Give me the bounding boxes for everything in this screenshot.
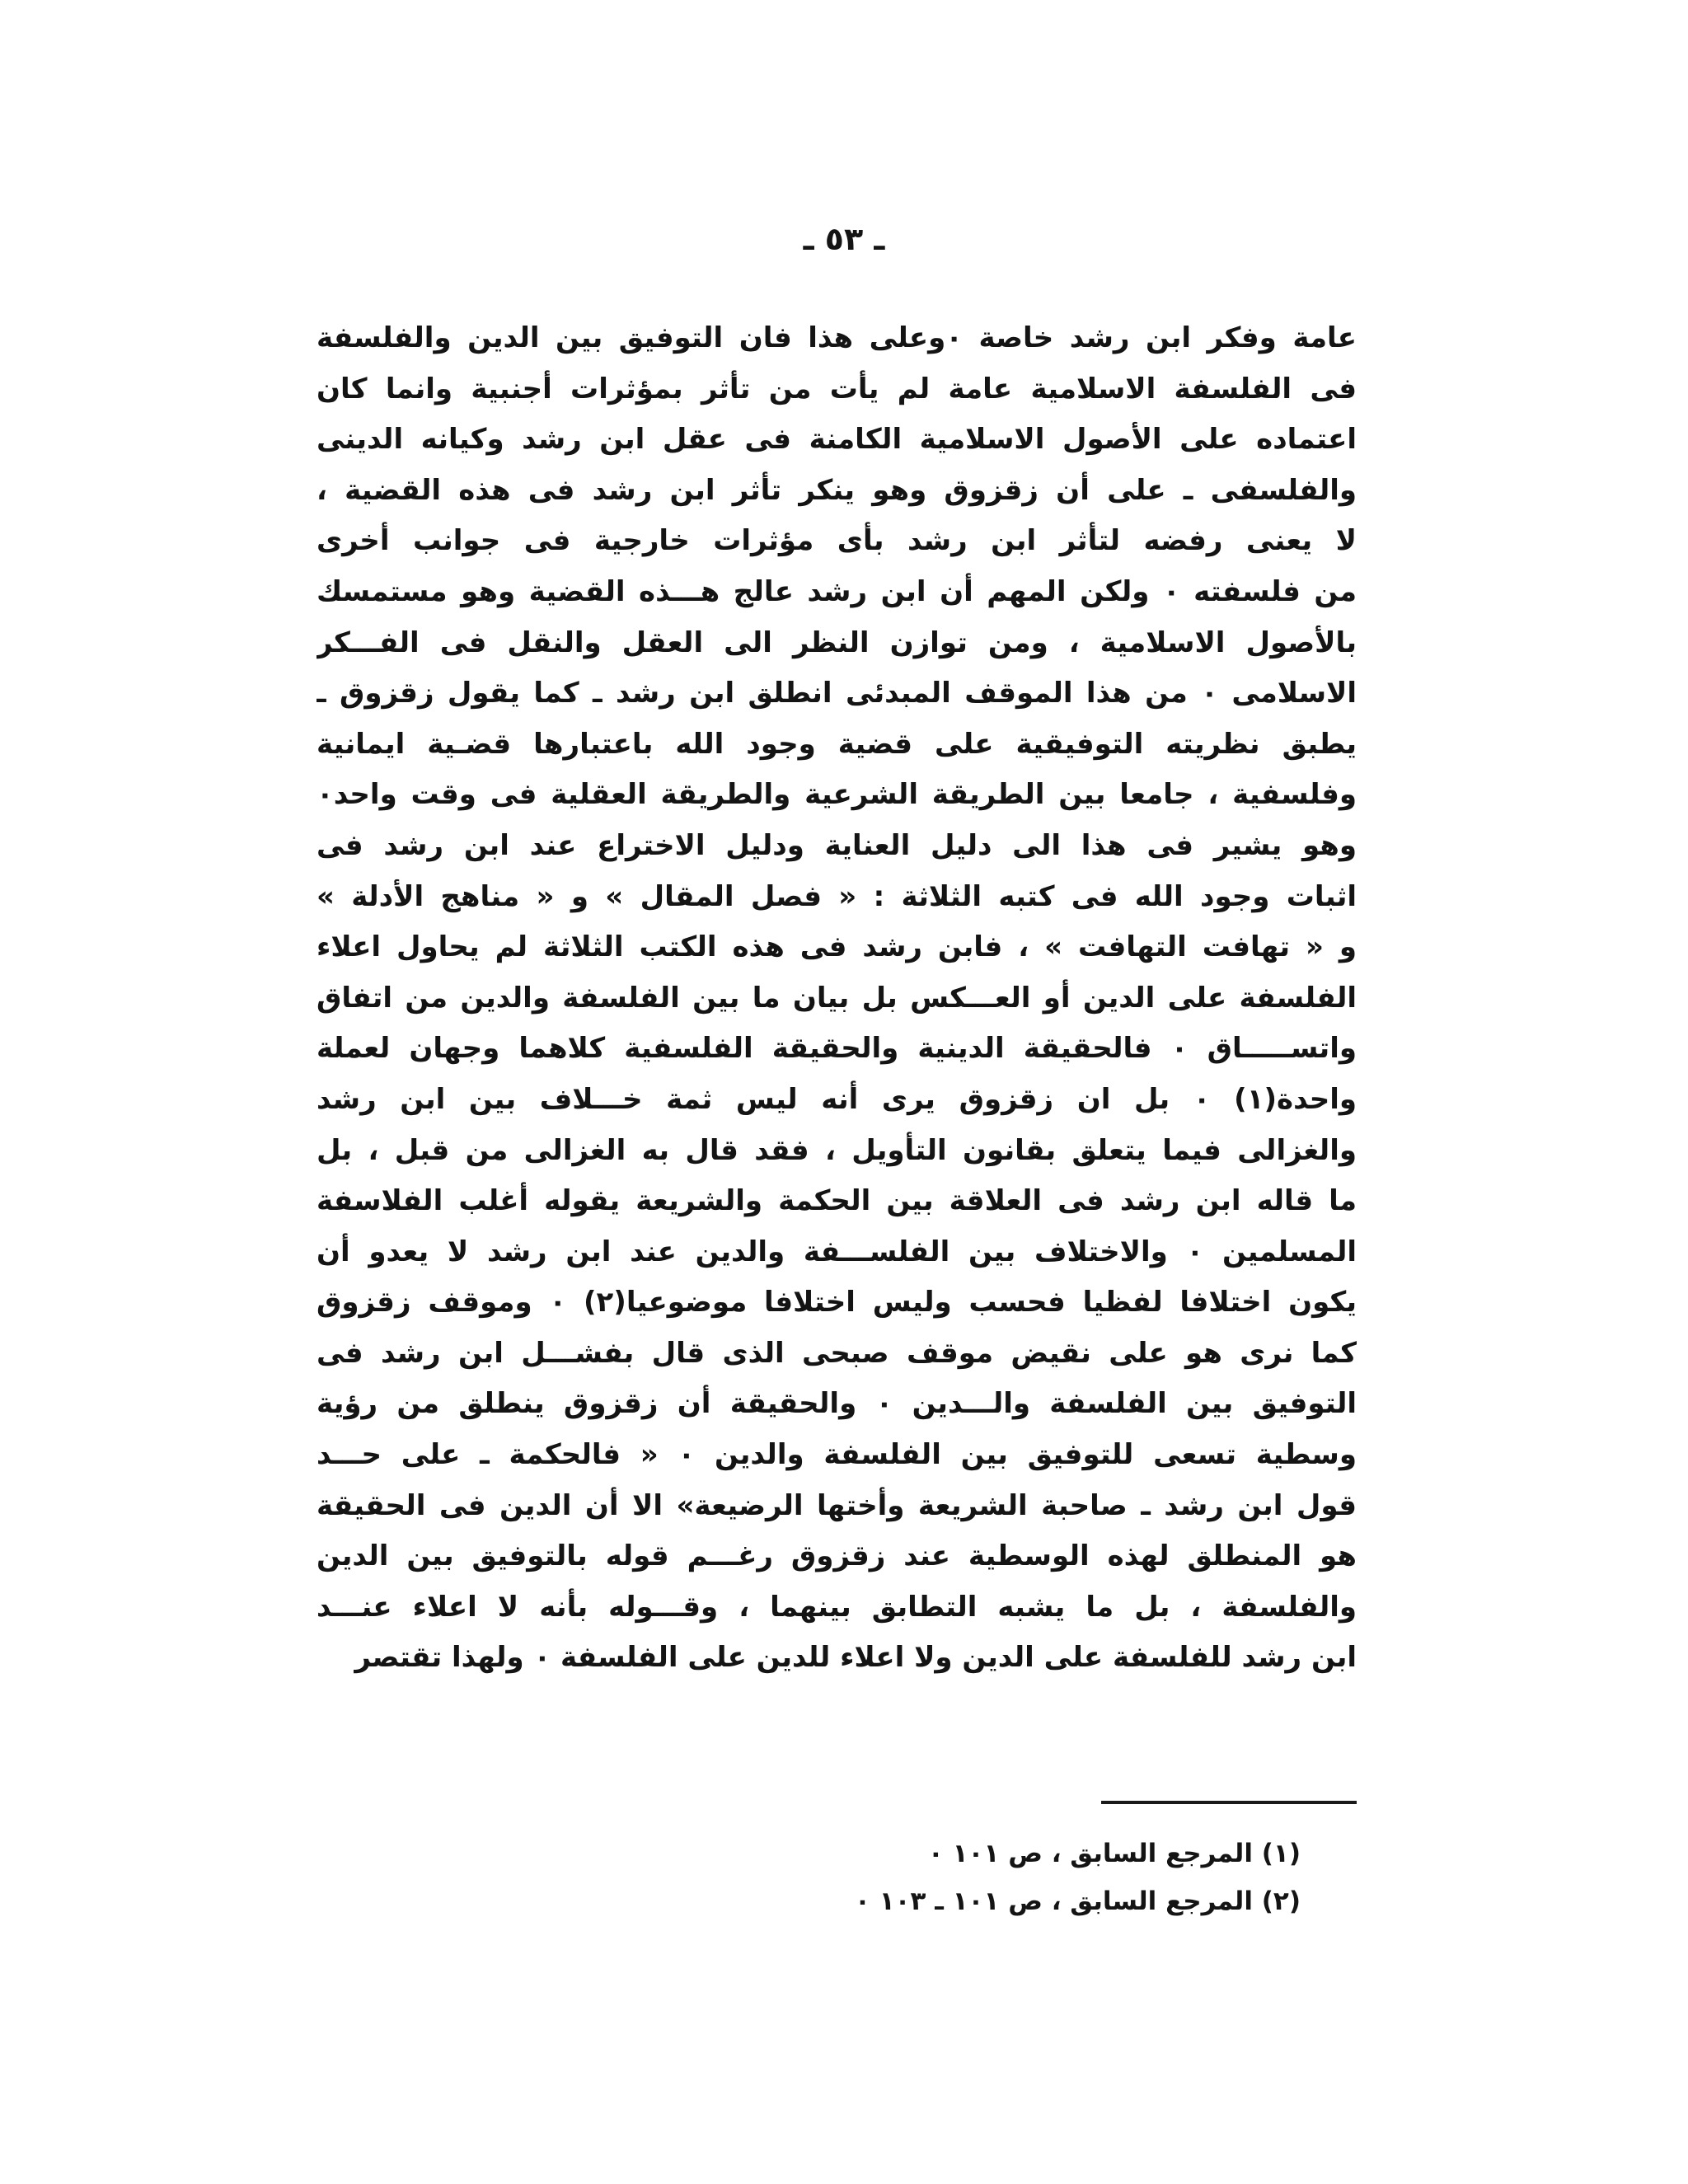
body-line: بالأصول الاسلامية ، ومن توازن النظر الى العقل والنقل فى الفـــكر (316, 626, 1357, 659)
body-line: و « تهافت التهافت » ، فابن رشد فى هذه الكتب الثلاثة لم يحاول اعلاء (316, 930, 1357, 964)
body-line: المسلمين ٠ والاختلاف بين الفلســـفة والدين عند ابن رشد لا يعدو أن (316, 1235, 1357, 1268)
body-line: وفلسفية ، جامعا بين الطريقة الشرعية والطريقة العقلية فى وقت واحد٠ (316, 778, 1357, 812)
body-line: يكون اختلافا لفظيا فحسب وليس اختلافا موضوعيا(٢) ٠ وموقف زقزوق (316, 1286, 1357, 1319)
body-line: وسطية تسعى للتوفيق بين الفلسفة والدين ٠ « فالحكمة ـ على حـــد (316, 1438, 1357, 1472)
body-line: هو المنطلق لهذه الوسطية عند زقزوق رغـــم قوله بالتوفيق بين الدين (316, 1540, 1357, 1573)
body-line: اعتماده على الأصول الاسلامية الكامنة فى عقل ابن رشد وكيانه الدينى (316, 423, 1357, 457)
footnote: (١) المرجع السابق ، ص ١٠١ ٠ (927, 1839, 1301, 1868)
body-line: والفلسفى ـ على أن زقزوق وهو ينكر تأثر ابن رشد فى هذه القضية ، (316, 473, 1357, 507)
body-line: عامة وفكر ابن رشد خاصة ٠وعلى هذا فان التوفيق بين الدين والفلسفة (316, 321, 1357, 354)
page-number: ـ ٥٣ ـ (803, 221, 885, 257)
body-line: الفلسفة على الدين أو العـــكس بل بيان ما بين الفلسفة والدين من اتفاق (316, 981, 1357, 1015)
body-line: فى الفلسفة الاسلامية عامة لم يأت من تأثر بمؤثرات أجنبية وانما كان (316, 372, 1357, 405)
body-line: واتســـــاق ٠ فالحقيقة الدينية والحقيقة الفلسفية كلاهما وجهان لعملة (316, 1032, 1357, 1066)
body-line: كما نرى هو على نقيض موقف صبحى الذى قال بفشـــل ابن رشد فى (316, 1336, 1357, 1370)
body-line: التوفيق بين الفلسفة والـــدين ٠ والحقيقة أن زقزوق ينطلق من رؤية (316, 1387, 1357, 1421)
body-line: قول ابن رشد ـ صاحبة الشريعة وأختها الرضيعة» الا أن الدين فى الحقيقة (316, 1488, 1357, 1522)
body-line: من فلسفته ٠ ولكن المهم أن ابن رشد عالج هـــذه القضية وهو مستمسك (316, 574, 1357, 608)
footnote: (٢) المرجع السابق ، ص ١٠١ ـ ١٠٣ ٠ (854, 1886, 1301, 1916)
body-text (316, 313, 1357, 1684)
body-line: يطبق نظريته التوفيقية على قضية وجود الله باعتبارها قضـية ايمانية (316, 727, 1357, 761)
body-line: الاسلامى ٠ من هذا الموقف المبدئى انطلق ابن رشد ـ كما يقول زقزوق ـ (316, 677, 1357, 710)
body-line: وهو يشير فى هذا الى دليل العناية ودليل الاختراع عند ابن رشد فى (316, 828, 1357, 862)
body-line: اثبات وجود الله فى كتبه الثلاثة : « فصل المقال » و « مناهج الأدلة » (316, 879, 1357, 913)
body-line: لا يعنى رفضه لتأثر ابن رشد بأى مؤثرات خارجية فى جوانب أخرى (316, 524, 1357, 558)
body-line: والفلسفة ، بل ما يشبه التطابق بينهما ، وقـــوله بأنه لا اعلاء عنـــد (316, 1590, 1357, 1624)
body-line: والغزالى فيما يتعلق بقانون التأويل ، فقد قال به الغزالى من قبل ، بل (316, 1133, 1357, 1167)
footnotes (559, 1830, 1301, 1925)
body-line: واحدة(١) ٠ بل ان زقزوق يرى أنه ليس ثمة خـــلاف بين ابن رشد (316, 1082, 1357, 1116)
body-line: ابن رشد للفلسفة على الدين ولا اعلاء للدين على الفلسفة ٠ ولهذا تقتصر (354, 1641, 1357, 1675)
body-line: ما قاله ابن رشد فى العلاقة بين الحكمة والشريعة يقوله أغلب الفلاسفة (316, 1184, 1357, 1218)
footnote-divider (1101, 1801, 1357, 1804)
